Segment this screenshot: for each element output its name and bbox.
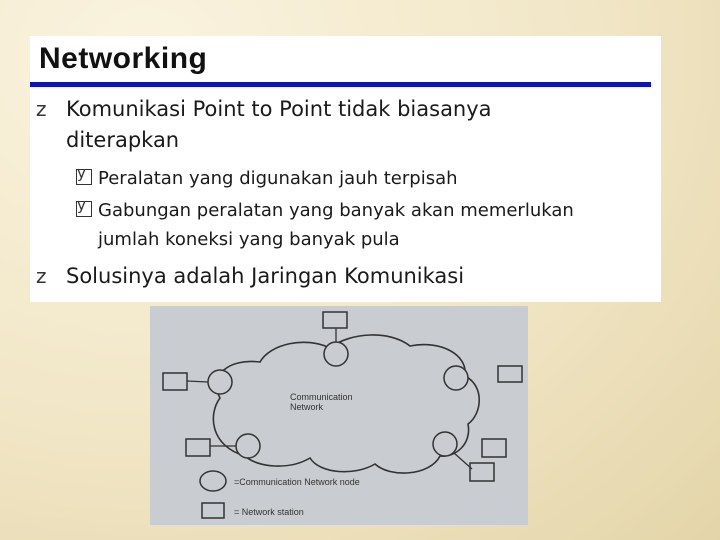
sub-bullet-1 — [76, 164, 458, 193]
title-underline — [30, 82, 651, 87]
cloud-label-line-1: Communication — [290, 392, 353, 402]
network-node-left — [208, 370, 232, 394]
network-station-left — [163, 373, 187, 390]
legend-station-icon — [202, 503, 224, 518]
z-bullet-icon: z — [36, 97, 47, 121]
network-station-bottom-right-2 — [470, 463, 494, 481]
legend-node-icon — [200, 471, 226, 491]
sub-bullet-2-line-1: Gabungan peralatan yang banyak akan memerlukan — [98, 200, 574, 221]
y-box-bullet-icon: y — [76, 201, 92, 217]
network-diagram-svg — [150, 306, 528, 525]
network-node-right — [444, 366, 468, 390]
y-box-bullet-icon: y — [76, 169, 92, 185]
sub-bullet-2-line-2: jumlah koneksi yang banyak pula — [98, 229, 400, 250]
network-diagram — [150, 306, 528, 525]
legend-station-label: = Network station — [234, 507, 304, 517]
sub-bullet-2 — [76, 196, 574, 254]
sub-bullet-1-line-1: Peralatan yang digunakan jauh terpisah — [98, 168, 458, 189]
network-station-right — [498, 366, 522, 382]
slide-content-panel — [30, 36, 661, 302]
network-station-top — [323, 312, 347, 328]
network-station-bottom-left — [186, 439, 210, 456]
cloud-label-line-2: Network — [290, 402, 324, 412]
legend-node-label: =Communication Network node — [234, 477, 360, 487]
bullet-1-line-1: Komunikasi Point to Point tidak biasanya — [66, 97, 492, 121]
z-bullet-icon: z — [36, 264, 47, 288]
bullet-2-line-1: Solusinya adalah Jaringan Komunikasi — [66, 264, 465, 288]
network-node-bottom-right — [433, 432, 457, 456]
network-node-top — [324, 342, 348, 366]
bullet-1 — [36, 94, 492, 156]
slide-title: Networking — [39, 42, 208, 75]
bullet-2 — [36, 261, 464, 292]
bullet-1-line-2: diterapkan — [66, 128, 180, 152]
network-node-bottom-left — [236, 434, 260, 458]
network-station-bottom-right-1 — [482, 439, 506, 457]
